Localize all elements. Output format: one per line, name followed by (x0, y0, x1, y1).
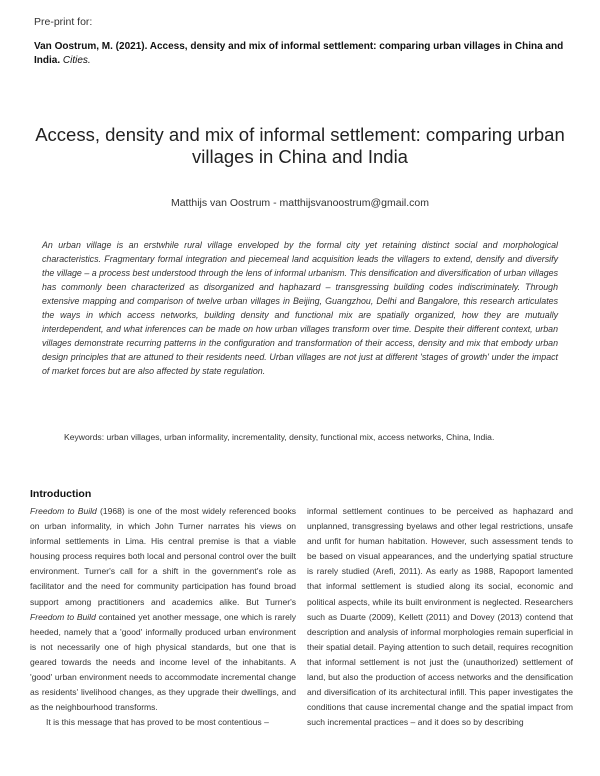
left-column (30, 504, 296, 730)
intro-text-1a: (1968) is one of the most widely referenced books on urban informality, in which John Turner narrates his views on informal settlements in Lima. His central premise is that a viable housing process requires both local and personal control over the built environment. Turner's call for a shift in the government's role as facilitator and the need for community participation has found broad support among practitioners and academics alike. But Turner's (30, 506, 296, 607)
section-heading-introduction: Introduction (30, 488, 92, 500)
intro-paragraph-2: It is this message that has proved to be most contentious – (46, 717, 269, 728)
preprint-label: Pre-print for: (34, 16, 93, 28)
book-title-2: Freedom to Build (30, 611, 96, 622)
citation-journal: Cities. (62, 55, 91, 66)
abstract: An urban village is an erstwhile rural village enveloped by the formal city yet retaining distinct social and morphological characteristics. Fragmentary formal integration and piecemeal land acquisition leads the villagers to extend, densify and diversify the village – a process best understood through the lens of informal urbanism. This densification and diversification of urban villages has commonly been characterized as disorganized and haphazard – transgressing building codes indiscriminately. Through extensive mapping and comparison of twelve urban villages in Beijing, Guangzhou, Delhi and Bangalore, this research articulates the ways in which access networks, building density and functional mix are spatially organized, how they are mutually interdependent, and what inferences can be made on how urban villages transform over time. Despite their different context, urban villages demonstrate recurring patterns in the configuration and transformation of their access, density and mix that embody urban design principles that are attuned to their residents need. Urban villages are not just at different 'stages of growth' under the impact of market forces but are also affected by state regulation. (42, 240, 558, 377)
author-line: Matthijs van Oostrum - matthijsvanoostrum@gmail.com (170, 197, 430, 209)
intro-paragraph-1 (30, 504, 296, 715)
book-title: Freedom to Build (30, 506, 97, 516)
keywords: Keywords: urban villages, urban informality, incrementality, density, functional mix, access networks, China, India. (64, 432, 495, 442)
intro-text-1b: contained yet another message, one which is rarely heeded, namely that a 'good' informally produced urban environment is not necessarily one of high physical standards, but one that is geared towards the needs and income level of the inhabitants. A 'good' urban environment needs to accommodate incremental change as residents' livelihood changes, as they upgrade their dwellings, and as the neighbourhood transforms. (30, 611, 296, 713)
intro-paragraph-continued: informal settlement continues to be perceived as haphazard and unplanned, transgressing byelaws and other legal restrictions, unsafe and unfit for human habitation. However, such assessment tends to be based on visual appearances, and the underlying spatial structure is rarely studied (Arefi, 2011). As early as 1988, Rapoport lamented that informal settlement is studied along its social, economic and political aspects, while its built environment is neglected. Researchers such as Duarte (2009), Kellett (2011) and Dovey (2013) contend that description and analysis of informal morphologies remain superficial in their spatial detail. Paying attention to such detail, requires recognition that informal settlement is not just the (unauthorized) settlement of land, but also the production of access networks and the densification and diversification of its architectural infill. This paper investigates the conditions that cause incremental change and the spatial impact from such incremental practices – and it does so by describing (307, 506, 573, 728)
citation (34, 40, 566, 68)
right-column (307, 504, 573, 730)
paper-title: Access, density and mix of informal settlement: comparing urban villages in China and India (35, 124, 565, 167)
citation-text: Van Oostrum, M. (2021). Access, density and mix of informal settlement: comparing urban villages in China and India. (34, 41, 564, 66)
